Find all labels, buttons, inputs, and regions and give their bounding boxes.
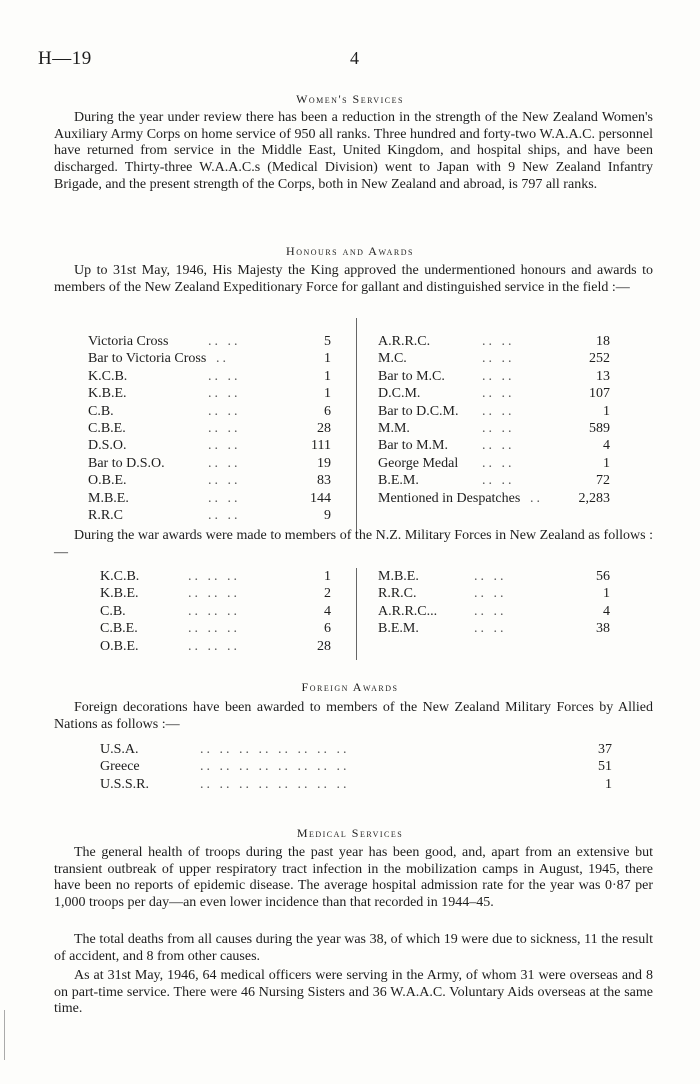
award-row	[378, 490, 610, 507]
award-label: O.B.E.	[88, 473, 127, 489]
dot-leader: .. ..	[482, 403, 515, 419]
war-awards-left-table	[100, 568, 331, 655]
award-count: 13	[596, 368, 610, 384]
award-row	[88, 437, 331, 454]
award-row	[100, 603, 331, 620]
award-count: 37	[598, 742, 612, 757]
award-count: 1	[324, 351, 331, 367]
page-number: 4	[350, 48, 359, 68]
margin-mark	[4, 1010, 5, 1060]
award-label: A.R.R.C...	[378, 603, 438, 619]
award-count: 6	[324, 621, 331, 637]
award-row	[100, 758, 612, 775]
award-row	[88, 385, 331, 402]
dot-leader: .. .. ..	[188, 569, 240, 584]
foreign-awards-text: Foreign decorations have been awarded to members of the New Zealand Military Forces by Allied Nations as follows :—	[54, 700, 653, 732]
column-divider	[356, 318, 357, 533]
award-label: A.R.R.C.	[378, 334, 431, 349]
award-count: 111	[311, 438, 331, 454]
award-count: 56	[596, 569, 610, 584]
womens-services-heading: Women's Services	[296, 92, 404, 106]
award-label: C.B.	[100, 603, 126, 619]
award-row	[88, 507, 331, 524]
award-label: M.C.	[378, 351, 407, 367]
award-label: C.B.	[88, 403, 114, 419]
dot-leader: .. ..	[208, 507, 241, 523]
dot-leader: .. .. ..	[188, 586, 240, 602]
honours-right-table	[378, 333, 610, 507]
dot-leader: .. ..	[482, 473, 515, 489]
foreign-awards-heading: Foreign Awards	[301, 680, 399, 694]
award-label: Bar to M.M.	[378, 438, 448, 454]
award-count: 9	[324, 507, 331, 523]
award-row	[378, 350, 610, 367]
award-count: 72	[596, 473, 610, 489]
dot-leader: .. ..	[482, 386, 515, 402]
award-count: 4	[603, 438, 610, 454]
award-label: K.B.E.	[88, 386, 127, 402]
award-label: M.M.	[378, 420, 410, 436]
award-count: 107	[589, 386, 610, 402]
award-label: B.E.M.	[378, 621, 419, 637]
war-awards-right-table	[378, 568, 610, 638]
award-label: D.S.O.	[88, 438, 127, 454]
award-count: 1	[603, 586, 610, 602]
award-row	[378, 403, 610, 420]
award-count: 28	[317, 420, 331, 436]
dot-leader: .. .. .. .. .. .. .. ..	[200, 776, 350, 792]
award-row	[100, 741, 612, 758]
award-count: 1	[603, 455, 610, 471]
dot-leader: .. ..	[482, 438, 515, 454]
award-count: 1	[605, 776, 612, 792]
award-count: 83	[317, 473, 331, 489]
medical-text-3: As at 31st May, 1946, 64 medical officers were serving in the Army, of whom 31 were overseas and 8 on part-time service. There were 46 Nursing Sisters and 36 W.A.A.C. Voluntary Aids overseas at the same time.	[54, 968, 653, 1017]
dot-leader: .. .. ..	[188, 621, 240, 637]
award-row	[88, 333, 331, 350]
award-row	[88, 403, 331, 420]
award-count: 2,283	[578, 490, 610, 506]
award-label: Bar to D.S.O.	[88, 455, 165, 471]
award-count: 4	[603, 603, 610, 619]
dot-leader: .. .. ..	[188, 638, 240, 654]
dot-leader: .. .. .. .. .. .. .. ..	[200, 759, 350, 775]
foreign-awards-table	[100, 741, 612, 793]
medical-paragraph-1	[54, 845, 653, 912]
award-label: D.C.M.	[378, 386, 421, 402]
award-row	[88, 472, 331, 489]
award-count: 5	[324, 334, 331, 349]
column-divider	[356, 568, 357, 660]
award-row	[378, 385, 610, 402]
dot-leader: .. ..	[208, 455, 241, 471]
dot-leader: .. .. ..	[188, 603, 240, 619]
dot-leader: .. ..	[208, 368, 241, 384]
medical-paragraph-2	[54, 932, 653, 965]
award-row	[378, 437, 610, 454]
award-row	[88, 455, 331, 472]
dot-leader: .. ..	[474, 603, 507, 619]
medical-paragraph-3	[54, 968, 653, 1018]
award-row	[378, 603, 610, 620]
award-row	[378, 368, 610, 385]
award-count: 51	[598, 759, 612, 775]
award-count: 38	[596, 621, 610, 637]
award-row	[100, 585, 331, 602]
award-label: K.B.E.	[100, 586, 139, 602]
dot-leader: .. ..	[208, 473, 241, 489]
war-awards-text: During the war awards were made to members of the N.Z. Military Forces in New Zealand as follows :—	[54, 528, 653, 560]
award-row	[378, 472, 610, 489]
award-label: M.B.E.	[88, 490, 129, 506]
dot-leader: .. ..	[482, 420, 515, 436]
award-label: C.B.E.	[100, 621, 138, 637]
dot-leader: .. ..	[208, 403, 241, 419]
award-count: 1	[603, 403, 610, 419]
award-label: B.E.M.	[378, 473, 419, 489]
award-row	[88, 490, 331, 507]
dot-leader: ..	[530, 490, 543, 506]
dot-leader: .. ..	[482, 351, 515, 367]
award-count: 2	[324, 586, 331, 602]
award-label: R.R.C.	[378, 586, 417, 602]
award-count: 252	[589, 351, 610, 367]
dot-leader: .. ..	[474, 569, 507, 584]
dot-leader: .. ..	[482, 455, 515, 471]
dot-leader: .. ..	[474, 621, 507, 637]
dot-leader: ..	[216, 351, 229, 367]
award-label: Bar to D.C.M.	[378, 403, 459, 419]
award-count: 6	[324, 403, 331, 419]
award-count: 19	[317, 455, 331, 471]
award-count: 28	[317, 638, 331, 654]
honours-text: Up to 31st May, 1946, His Majesty the King approved the undermentioned honours and awards to members of the New Zealand Expeditionary Force for gallant and distinguished service in the field :—	[54, 263, 653, 295]
award-row	[378, 585, 610, 602]
award-count: 1	[324, 368, 331, 384]
award-label: K.C.B.	[88, 368, 128, 384]
award-label: R.R.C	[88, 507, 124, 523]
award-label: Greece	[100, 759, 140, 775]
award-label: M.B.E.	[378, 569, 419, 584]
award-row	[88, 368, 331, 385]
award-row	[100, 620, 331, 637]
foreign-awards-paragraph	[54, 700, 653, 733]
award-label: Bar to Victoria Cross	[88, 351, 207, 367]
award-label: Bar to M.C.	[378, 368, 445, 384]
award-count: 1	[324, 569, 331, 584]
dot-leader: .. ..	[208, 386, 241, 402]
award-label: Mentioned in Despatches	[378, 490, 521, 506]
award-count: 18	[596, 334, 610, 349]
award-row	[88, 420, 331, 437]
dot-leader: .. ..	[482, 334, 515, 349]
award-label: George Medal	[378, 455, 459, 471]
dot-leader: .. ..	[208, 334, 241, 349]
medical-services-heading: Medical Services	[296, 826, 404, 840]
honours-heading: Honours and Awards	[286, 244, 414, 258]
dot-leader: .. ..	[208, 420, 241, 436]
medical-text-2: The total deaths from all causes during the year was 38, of which 19 were due to sickness, 11 the result of accident, and 8 from other causes.	[54, 932, 653, 964]
award-label: K.C.B.	[100, 569, 140, 584]
honours-left-table	[88, 333, 331, 524]
womens-services-text: During the year under review there has been a reduction in the strength of the New Zealand Women's Auxiliary Army Corps on home service of 950 all ranks. Three hundred and forty-two W.A.A.C. personnel have returned from service in the Middle East, United Kingdom, and hospital ships, and have been discharged. Thirty-three W.A.A.C.s (Medical Division) went to Japan with 9 New Zealand Infantry Brigade, and the present strength of the Corps, both in New Zealand and abroad, is 797 all ranks.	[54, 110, 653, 192]
award-label: O.B.E.	[100, 638, 139, 654]
award-row	[378, 333, 610, 350]
award-label: Victoria Cross	[88, 334, 169, 349]
award-row	[378, 455, 610, 472]
dot-leader: .. ..	[208, 438, 241, 454]
award-row	[100, 638, 331, 655]
award-count: 1	[324, 386, 331, 402]
award-row	[100, 776, 612, 793]
award-label: C.B.E.	[88, 420, 126, 436]
document-code: H—19	[38, 48, 92, 69]
award-count: 589	[589, 420, 610, 436]
award-row	[88, 350, 331, 367]
dot-leader: .. ..	[474, 586, 507, 602]
award-row	[378, 420, 610, 437]
award-row	[378, 620, 610, 637]
honours-paragraph	[54, 263, 653, 296]
dot-leader: .. ..	[208, 490, 241, 506]
dot-leader: .. ..	[482, 368, 515, 384]
award-row	[378, 568, 610, 585]
medical-text-1: The general health of troops during the past year has been good, and, apart from an extensive but transient outbreak of upper respiratory tract infection in the mobilization camps in August, 1945, there have been no reports of epidemic disease. The average hospital admission rate for the year was 0·87 per 1,000 troops per day—an even lower incidence than that recorded in 1944–45.	[54, 845, 653, 911]
award-label: U.S.S.R.	[100, 776, 150, 792]
womens-services-paragraph	[54, 110, 653, 194]
award-count: 144	[310, 490, 331, 506]
award-row	[100, 568, 331, 585]
war-awards-paragraph	[54, 528, 653, 561]
award-label: U.S.A.	[100, 742, 139, 757]
dot-leader: .. .. .. .. .. .. .. ..	[200, 742, 350, 757]
award-count: 4	[324, 603, 331, 619]
